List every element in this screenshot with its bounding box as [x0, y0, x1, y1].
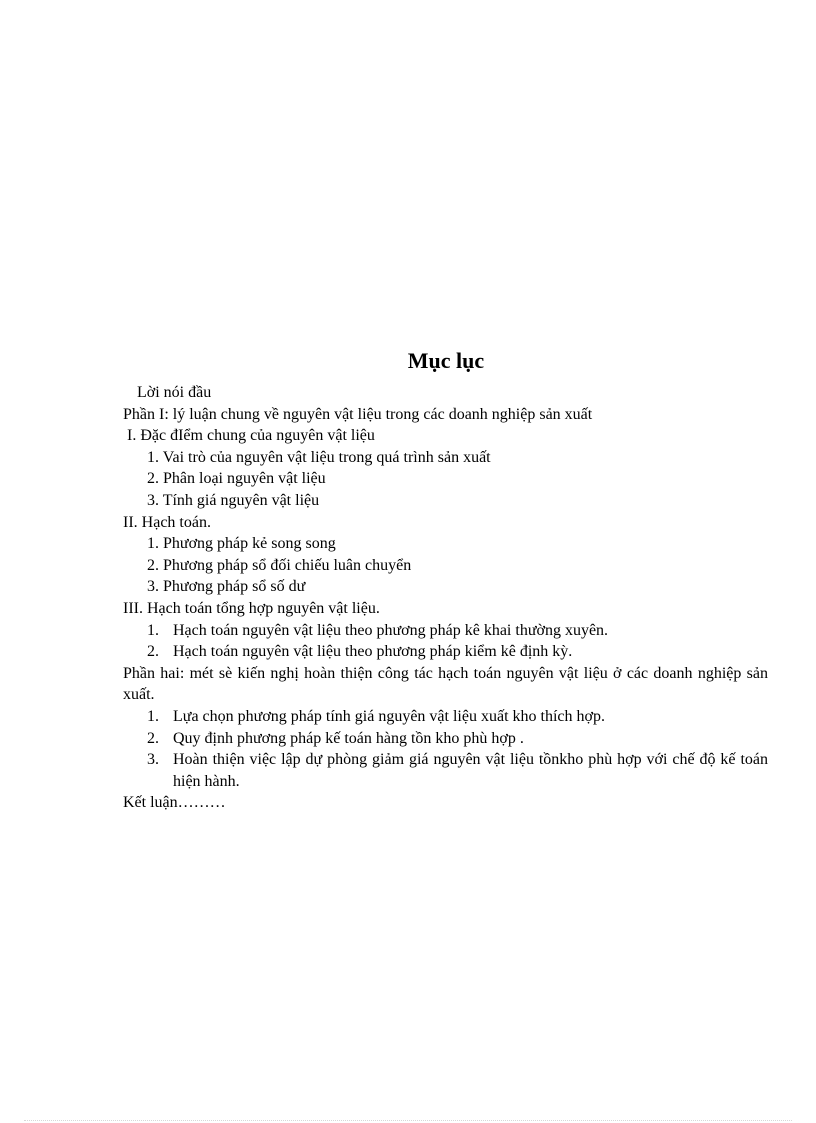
toc-part1-heading: Phần I: lý luận chung về nguyên vật liệu trong các doanh nghiệp sản xuất — [123, 405, 593, 423]
toc-section2-heading: II. Hạch toán. — [123, 513, 211, 531]
item-text: Lựa chọn phương pháp tính giá nguyên vật liệu xuất kho thích hợp. — [173, 707, 605, 725]
toc-part2-item-3 — [123, 749, 768, 792]
item-number: 2. — [147, 729, 159, 747]
toc-part2-item-2 — [123, 728, 768, 750]
item-text: Hạch toán nguyên vật liệu theo phương pháp kê khai thường xuyên. — [173, 621, 609, 639]
toc-section2-item-3: 3. Phương pháp sổ số dư — [147, 578, 306, 596]
item-number: 3. — [147, 751, 159, 769]
toc-part2-item-1 — [123, 706, 768, 728]
toc-section1-item-1: 1. Vai trò của nguyên vật liệu trong quá trình sản xuất — [147, 448, 491, 466]
item-text: Hạch toán nguyên vật liệu theo phương pháp kiểm kê định kỳ. — [173, 643, 573, 661]
toc-section2-item-2: 2. Phương pháp sổ đối chiếu luân chuyển — [147, 556, 412, 574]
toc-section3-item-2 — [123, 641, 768, 663]
table-of-contents — [123, 382, 768, 814]
item-text: Quy định phương pháp kế toán hàng tồn kho phù hợp . — [173, 729, 524, 747]
toc-section1-item-3: 3. Tính giá nguyên vật liệu — [147, 491, 320, 509]
item-number: 1. — [147, 707, 159, 725]
toc-section2-item-1: 1. Phương pháp kẻ song song — [147, 535, 336, 553]
toc-section1-heading: I. Đặc đIểm chung của nguyên vật liệu — [127, 427, 375, 445]
page-title: Mục lục — [407, 347, 485, 373]
toc-conclusion: Kết luận……… — [123, 794, 226, 812]
toc-section3-heading: III. Hạch toán tổng hợp nguyên vật liệu. — [123, 599, 380, 617]
toc-part2-heading: Phần hai: mét sè kiến nghị hoàn thiện công tác hạch toán nguyên vật liệu ở các doanh nghiệp sản xuất. — [123, 664, 768, 704]
page-footer-divider — [24, 1120, 792, 1121]
toc-intro: Lời nói đầu — [137, 384, 212, 401]
toc-section1-item-2: 2. Phân loại nguyên vật liệu — [147, 470, 326, 488]
item-number: 1. — [147, 621, 159, 639]
item-text: Hoàn thiện việc lập dự phòng giảm giá nguyên vật liệu tồnkho phù hợp với chế độ kế toán hiện hành. — [173, 751, 768, 790]
toc-section3-item-1 — [123, 620, 768, 642]
item-number: 2. — [147, 643, 159, 661]
